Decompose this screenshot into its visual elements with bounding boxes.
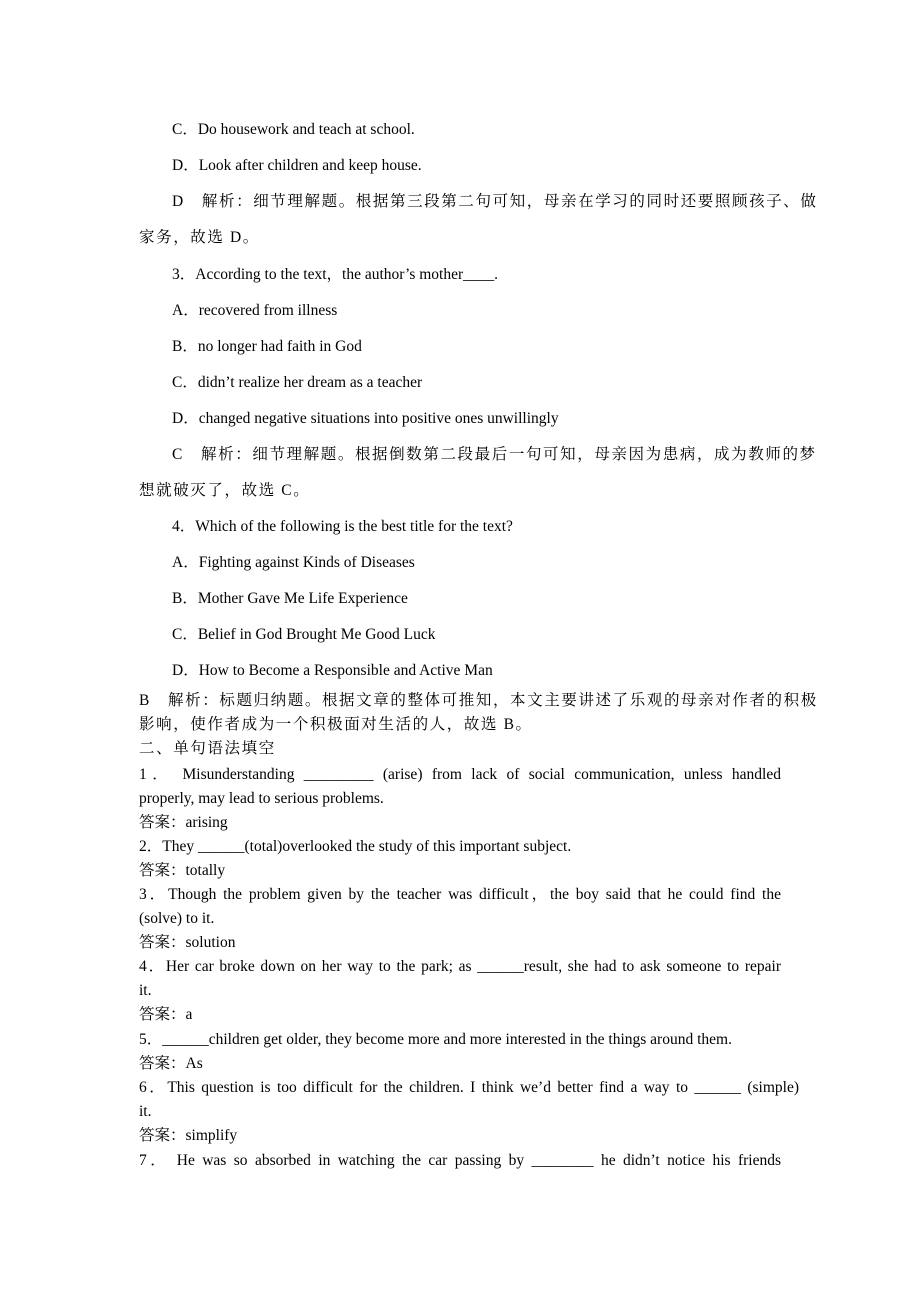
item1-line1: 1． Misunderstanding _________ (arise) from lack of social communication, unless handled [139, 766, 781, 783]
q3-stem: 3．According to the text，the author’s mother____. [172, 266, 499, 283]
q3-option-c: C．didn’t realize her dream as a teacher [172, 374, 423, 391]
q4-answer-line2: 影响，使作者成为一个积极面对生活的人，故选 B。 [139, 716, 533, 733]
section-heading: 二、单句语法填空 [139, 740, 276, 757]
q2-answer-line2: 家务，故选 D。 [139, 229, 260, 246]
q3-option-a: A．recovered from illness [172, 302, 338, 319]
item4-line1: 4．Her car broke down on her way to the park; as ______result, she had to ask someone to repair [139, 958, 781, 975]
item3-line1: 3．Though the problem given by the teacher was difficult，the boy said that he could find the [139, 886, 781, 903]
q3-option-b: B．no longer had faith in God [172, 338, 362, 355]
item6-line2: it. [139, 1103, 152, 1120]
q4-option-b: B．Mother Gave Me Life Experience [172, 590, 408, 607]
item2-line1: 2．They ______(total)overlooked the study of this important subject. [139, 838, 572, 855]
item3-line2: (solve) to it. [139, 910, 215, 927]
q3-option-d: D．changed negative situations into positive ones unwillingly [172, 410, 559, 427]
item6-line1: 6．This question is too difficult for the children. I think we’d better find a way to ______ (simple) [139, 1079, 799, 1096]
q3-answer-line1: C 解析：细节理解题。根据倒数第二段最后一句可知，母亲因为患病，成为教师的梦 [172, 446, 817, 463]
q2-option-c: C．Do housework and teach at school. [172, 121, 415, 138]
item4-line2: it. [139, 982, 152, 999]
item6-answer: 答案：simplify [139, 1127, 238, 1144]
q4-option-d: D．How to Become a Responsible and Active Man [172, 662, 493, 679]
item7-line1: 7． He was so absorbed in watching the car passing by ________ he didn’t notice his friends [139, 1152, 781, 1169]
q4-stem: 4．Which of the following is the best title for the text? [172, 518, 513, 535]
item5-answer: 答案：As [139, 1055, 203, 1072]
q4-answer-line1: B 解析：标题归纳题。根据文章的整体可推知，本文主要讲述了乐观的母亲对作者的积极 [139, 692, 818, 709]
q2-answer-line1: D 解析：细节理解题。根据第三段第二句可知，母亲在学习的同时还要照顾孩子、做 [172, 193, 818, 210]
q4-option-c: C．Belief in God Brought Me Good Luck [172, 626, 436, 643]
item1-answer: 答案：arising [139, 814, 228, 831]
item4-answer: 答案：a [139, 1006, 193, 1023]
item3-answer: 答案：solution [139, 934, 236, 951]
item5-line1: 5．______children get older, they become more and more interested in the things around them. [139, 1031, 732, 1048]
q2-option-d: D．Look after children and keep house. [172, 157, 422, 174]
item1-line2: properly, may lead to serious problems. [139, 790, 384, 807]
item2-answer: 答案：totally [139, 862, 226, 879]
q4-option-a: A．Fighting against Kinds of Diseases [172, 554, 415, 571]
q3-answer-line2: 想就破灭了，故选 C。 [139, 482, 311, 499]
